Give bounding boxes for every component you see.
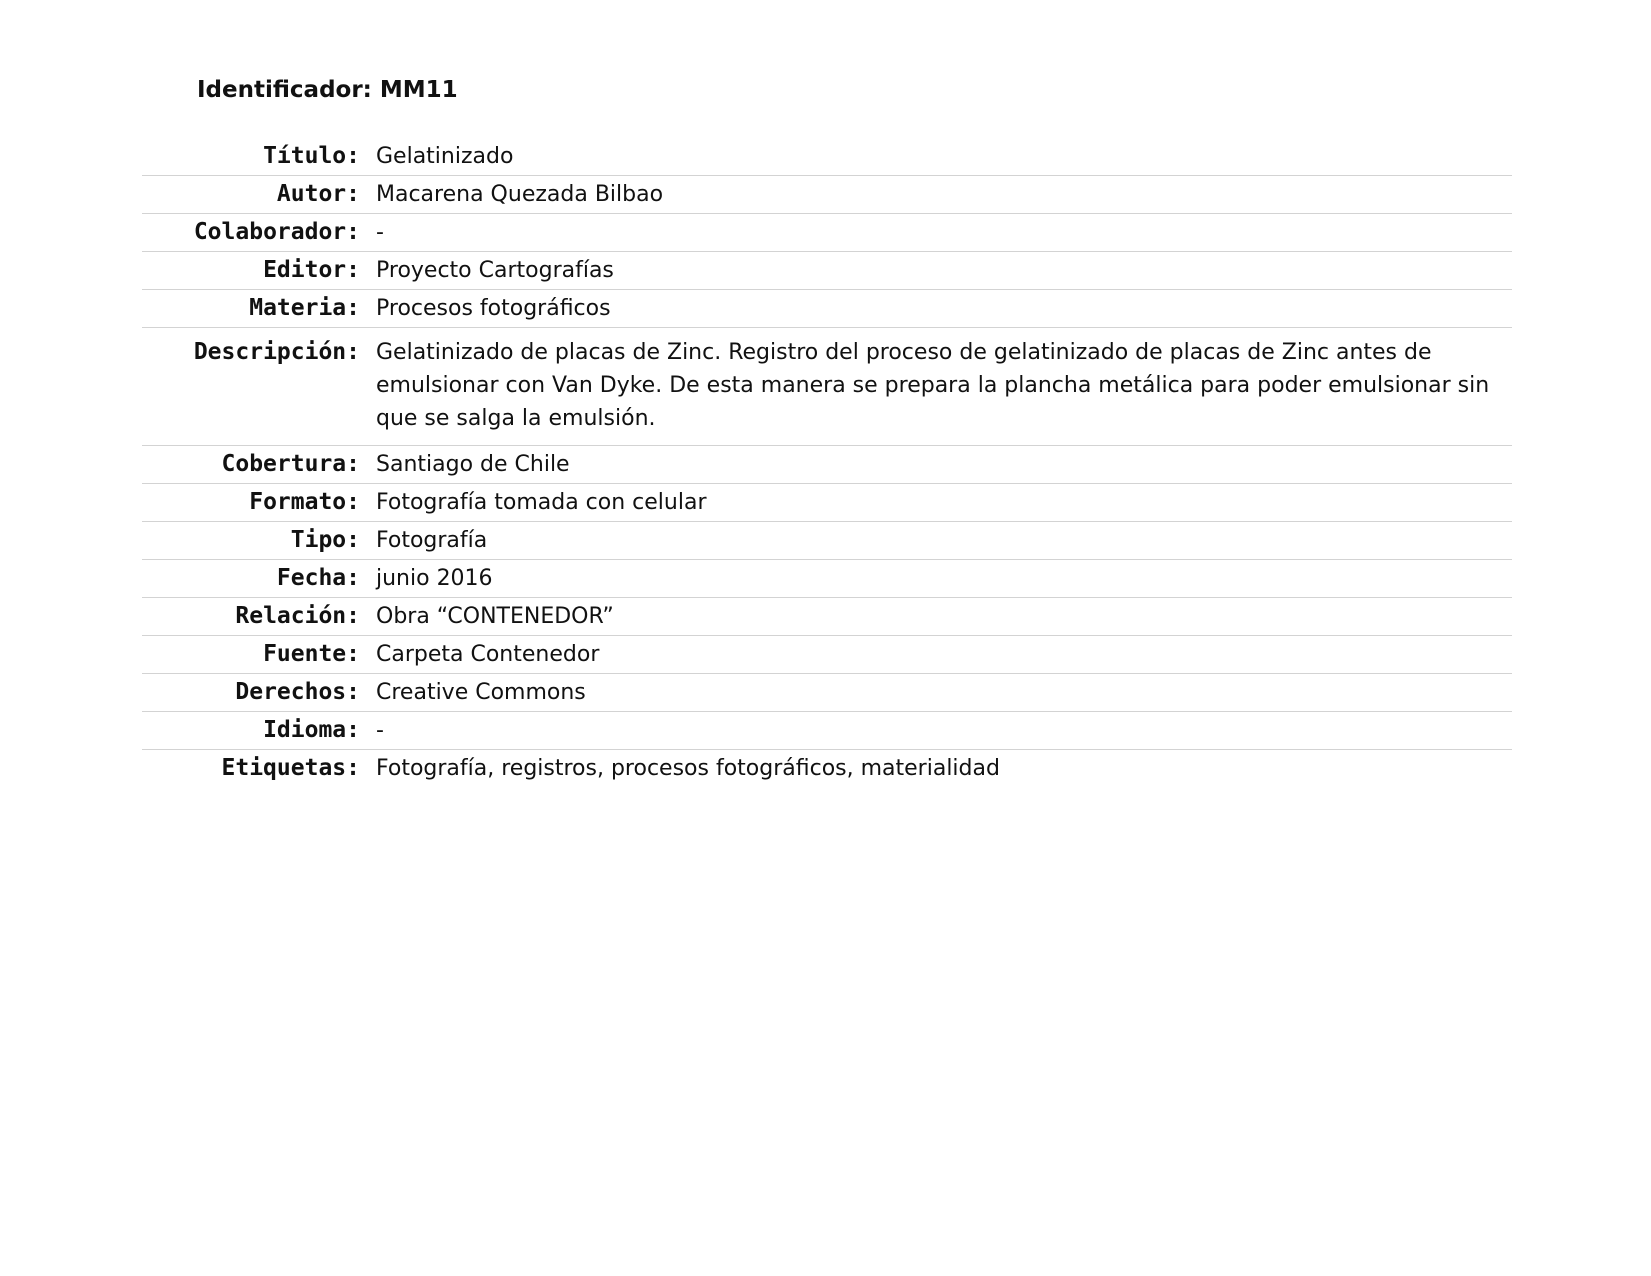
- field-label: Formato:: [142, 484, 376, 522]
- field-label: Relación:: [142, 598, 376, 636]
- field-value: Fotografía: [376, 522, 1512, 560]
- identifier-value: MM11: [379, 77, 458, 103]
- field-label: Derechos:: [142, 674, 376, 712]
- field-row-tipo: [142, 522, 1512, 560]
- field-row-autor: [142, 176, 1512, 214]
- field-row-etiquetas: [142, 750, 1512, 788]
- field-label: Fecha:: [142, 560, 376, 598]
- field-value: Fotografía tomada con celular: [376, 484, 1512, 522]
- field-label: Cobertura:: [142, 446, 376, 484]
- field-label: Título:: [263, 143, 360, 169]
- field-label: Idioma:: [142, 712, 376, 750]
- field-row-cobertura: [142, 446, 1512, 484]
- field-value: Procesos fotográficos: [376, 290, 1512, 328]
- field-row-fuente: [142, 636, 1512, 674]
- field-value: Obra “CONTENEDOR”: [376, 598, 1512, 636]
- field-value: -: [376, 712, 1512, 750]
- field-value: junio 2016: [376, 560, 1512, 598]
- field-label: Descripción:: [142, 328, 376, 446]
- field-row-colaborador: [142, 214, 1512, 252]
- field-row-formato: [142, 484, 1512, 522]
- field-row-relacion: [142, 598, 1512, 636]
- field-label: Tipo:: [142, 522, 376, 560]
- identifier-label: Identificador:: [197, 77, 372, 103]
- field-value: Carpeta Contenedor: [376, 636, 1512, 674]
- field-value: Macarena Quezada Bilbao: [376, 176, 1512, 214]
- field-label: Materia:: [142, 290, 376, 328]
- field-label: Editor:: [142, 252, 376, 290]
- field-label: Etiquetas:: [142, 750, 376, 788]
- field-value: Creative Commons: [376, 674, 1512, 712]
- field-row-editor: [142, 252, 1512, 290]
- field-value: Fotografía, registros, procesos fotográficos, materialidad: [376, 750, 1512, 788]
- field-row-descripcion: [142, 328, 1512, 446]
- field-value: Santiago de Chile: [376, 446, 1512, 484]
- field-label: Autor:: [142, 176, 376, 214]
- field-row-fecha: [142, 560, 1512, 598]
- field-value: Proyecto Cartografías: [376, 252, 1512, 290]
- metadata-table: [142, 138, 1512, 787]
- field-row-derechos: [142, 674, 1512, 712]
- field-label: Colaborador:: [142, 214, 376, 252]
- identifier-heading: [197, 74, 458, 106]
- field-row-materia: [142, 290, 1512, 328]
- field-label: Fuente:: [142, 636, 376, 674]
- field-row-titulo: [142, 138, 1512, 176]
- field-row-idioma: [142, 712, 1512, 750]
- field-value: Gelatinizado: [376, 144, 514, 169]
- field-value: Gelatinizado de placas de Zinc. Registro del proceso de gelatinizado de placas de Zinc antes de emulsionar con Van Dyke. De esta manera se prepara la plancha metálica para poder emulsionar sin que se salga la emulsión.: [376, 328, 1512, 446]
- field-value: -: [376, 214, 1512, 252]
